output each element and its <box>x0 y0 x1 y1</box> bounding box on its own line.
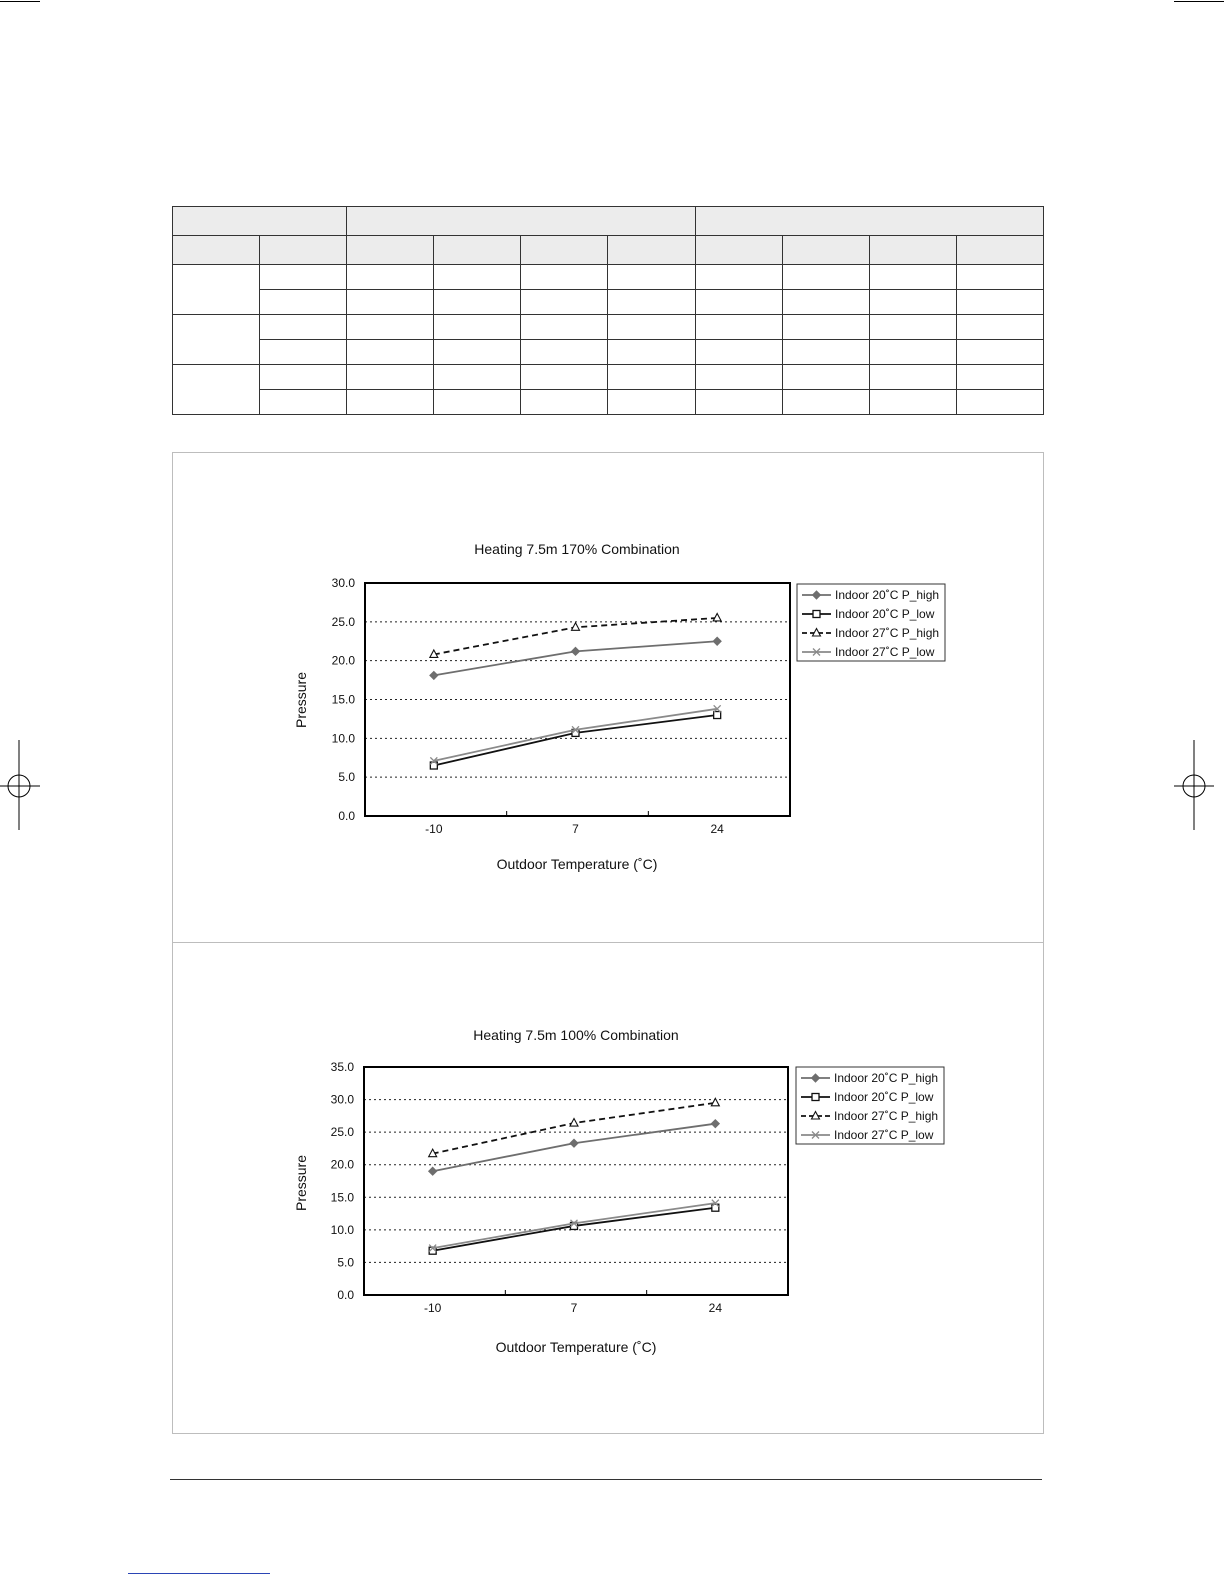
table-cell <box>173 315 260 365</box>
table-header-row <box>173 207 1044 236</box>
x-tick-label: 7 <box>570 1301 578 1315</box>
table-cell <box>608 340 695 365</box>
table-cell <box>695 365 782 390</box>
table-header-cell <box>173 207 347 236</box>
table-cell <box>869 265 956 290</box>
series-square <box>430 712 720 769</box>
table-cell <box>782 340 869 365</box>
x-axis-label: Outdoor Temperature (˚C) <box>495 1339 657 1355</box>
y-tick-label: 10.0 <box>331 731 355 746</box>
table-cell <box>347 340 434 365</box>
x-tick-label: 7 <box>572 822 579 836</box>
table-cell <box>695 390 782 415</box>
table-cell <box>608 365 695 390</box>
legend-label: Indoor 27˚C P_high <box>834 1109 939 1123</box>
y-tick-label: 25.0 <box>331 614 355 629</box>
chart-title: Heating 7.5m 100% Combination <box>473 1027 679 1043</box>
table-cell <box>782 365 869 390</box>
series-diamond <box>430 637 721 679</box>
x-tick-label: 24 <box>708 1301 723 1315</box>
x-tick-label: -10 <box>425 822 443 836</box>
legend-marker <box>812 1094 819 1101</box>
data-point <box>570 1119 578 1127</box>
table-cell <box>695 315 782 340</box>
crop-mark-top-left <box>0 1 40 2</box>
series-diamond <box>429 1120 720 1176</box>
series-square <box>429 1204 719 1254</box>
table-cell <box>956 365 1043 390</box>
table-header-cell <box>695 236 782 265</box>
y-tick-label: 30.0 <box>331 576 355 590</box>
x-axis-label: Outdoor Temperature (˚C) <box>496 856 658 872</box>
table-row <box>173 315 1044 340</box>
table-cell <box>173 265 260 315</box>
table-cell <box>521 315 608 340</box>
table-cell <box>956 265 1043 290</box>
table-cell <box>434 365 521 390</box>
table-subheader-row <box>173 236 1044 265</box>
data-point <box>713 637 721 645</box>
table-cell <box>260 390 347 415</box>
table-cell <box>347 265 434 290</box>
y-tick-label: 0.0 <box>338 809 355 823</box>
table-cell <box>347 365 434 390</box>
crop-mark-top-right <box>1174 1 1224 2</box>
table-cell <box>434 265 521 290</box>
registration-mark-left <box>0 740 42 832</box>
y-tick-label: 5.0 <box>338 770 355 785</box>
legend <box>797 584 945 661</box>
table-header-cell <box>869 236 956 265</box>
table-row <box>173 365 1044 390</box>
y-axis-label: Pressure <box>293 671 309 729</box>
table-cell <box>347 315 434 340</box>
table-cell <box>434 315 521 340</box>
table-header-cell <box>347 207 695 236</box>
table-row <box>173 290 1044 315</box>
table-cell <box>260 290 347 315</box>
line-chart-170 <box>173 453 1043 943</box>
pressure-table <box>172 206 1044 415</box>
table-cell <box>521 265 608 290</box>
table-cell <box>434 290 521 315</box>
table-cell <box>260 265 347 290</box>
x-tick-label: 24 <box>710 822 724 836</box>
y-tick-label: 35.0 <box>330 1060 354 1074</box>
legend-label: Indoor 20˚C P_low <box>834 1090 934 1104</box>
chart-title: Heating 7.5m 170% Combination <box>474 541 680 557</box>
table-cell <box>260 315 347 340</box>
table-header-cell <box>782 236 869 265</box>
table-cell <box>956 315 1043 340</box>
table-cell <box>173 365 260 415</box>
table-header-cell <box>260 236 347 265</box>
y-tick-label: 15.0 <box>331 692 355 707</box>
table-cell <box>956 390 1043 415</box>
y-tick-label: 0.0 <box>337 1288 354 1302</box>
table-row <box>173 390 1044 415</box>
table-cell <box>521 390 608 415</box>
table-cell <box>434 340 521 365</box>
data-point <box>572 647 580 655</box>
data-point <box>429 1167 437 1175</box>
table-cell <box>608 265 695 290</box>
table-cell <box>260 340 347 365</box>
table-cell <box>521 365 608 390</box>
table-cell <box>956 290 1043 315</box>
table-header-cell <box>434 236 521 265</box>
legend-label: Indoor 20˚C P_high <box>834 1071 939 1085</box>
table-cell <box>434 390 521 415</box>
data-point <box>714 712 721 719</box>
table-cell <box>608 315 695 340</box>
legend-marker <box>813 611 820 618</box>
data-point <box>570 1139 578 1147</box>
y-tick-label: 5.0 <box>337 1255 354 1270</box>
table-cell <box>521 290 608 315</box>
table-cell <box>782 290 869 315</box>
table-cell <box>695 290 782 315</box>
table-header-cell <box>695 207 1043 236</box>
x-tick-label: -10 <box>423 1301 442 1315</box>
chart-panel-170 <box>172 452 1044 944</box>
line-chart-100 <box>173 943 1043 1433</box>
y-tick-label: 20.0 <box>331 653 355 668</box>
table-cell <box>608 290 695 315</box>
table-cell <box>347 290 434 315</box>
table-header-cell <box>521 236 608 265</box>
table-cell <box>608 390 695 415</box>
table-cell <box>347 390 434 415</box>
legend <box>796 1067 944 1144</box>
table-cell <box>521 340 608 365</box>
table-header-cell <box>173 236 260 265</box>
y-tick-label: 10.0 <box>330 1222 354 1237</box>
table-cell <box>869 315 956 340</box>
y-axis-label: Pressure <box>293 1154 309 1212</box>
legend-label: Indoor 27˚C P_low <box>835 645 935 659</box>
table-cell <box>869 340 956 365</box>
table-cell <box>782 315 869 340</box>
series-line <box>434 715 717 765</box>
table-cell <box>869 390 956 415</box>
footer-rule <box>170 1479 1042 1480</box>
plot-area <box>364 1067 788 1295</box>
table-cell <box>782 265 869 290</box>
table-cell <box>869 290 956 315</box>
table-header-cell <box>347 236 434 265</box>
data-point <box>711 1098 719 1106</box>
data-point <box>711 1120 719 1128</box>
legend-label: Indoor 27˚C P_high <box>835 626 940 640</box>
footer-link-underline <box>128 1573 270 1574</box>
chart-panel-100 <box>172 942 1044 1434</box>
y-tick-label: 25.0 <box>330 1125 354 1140</box>
table-cell <box>260 365 347 390</box>
legend-label: Indoor 27˚C P_low <box>834 1128 934 1142</box>
y-tick-label: 15.0 <box>330 1190 354 1205</box>
table-header-cell <box>608 236 695 265</box>
y-tick-label: 30.0 <box>330 1092 354 1107</box>
table-row <box>173 340 1044 365</box>
table-row <box>173 265 1044 290</box>
data-point <box>430 671 438 679</box>
data-point <box>713 613 721 621</box>
table-cell <box>695 265 782 290</box>
legend-label: Indoor 20˚C P_low <box>835 607 935 621</box>
table-cell <box>956 340 1043 365</box>
legend-label: Indoor 20˚C P_high <box>835 588 940 602</box>
registration-mark-right <box>1172 740 1216 832</box>
table-header-cell <box>956 236 1043 265</box>
data-point <box>572 623 580 631</box>
y-tick-label: 20.0 <box>330 1157 354 1172</box>
table-cell <box>782 390 869 415</box>
table-cell <box>869 365 956 390</box>
table-cell <box>695 340 782 365</box>
